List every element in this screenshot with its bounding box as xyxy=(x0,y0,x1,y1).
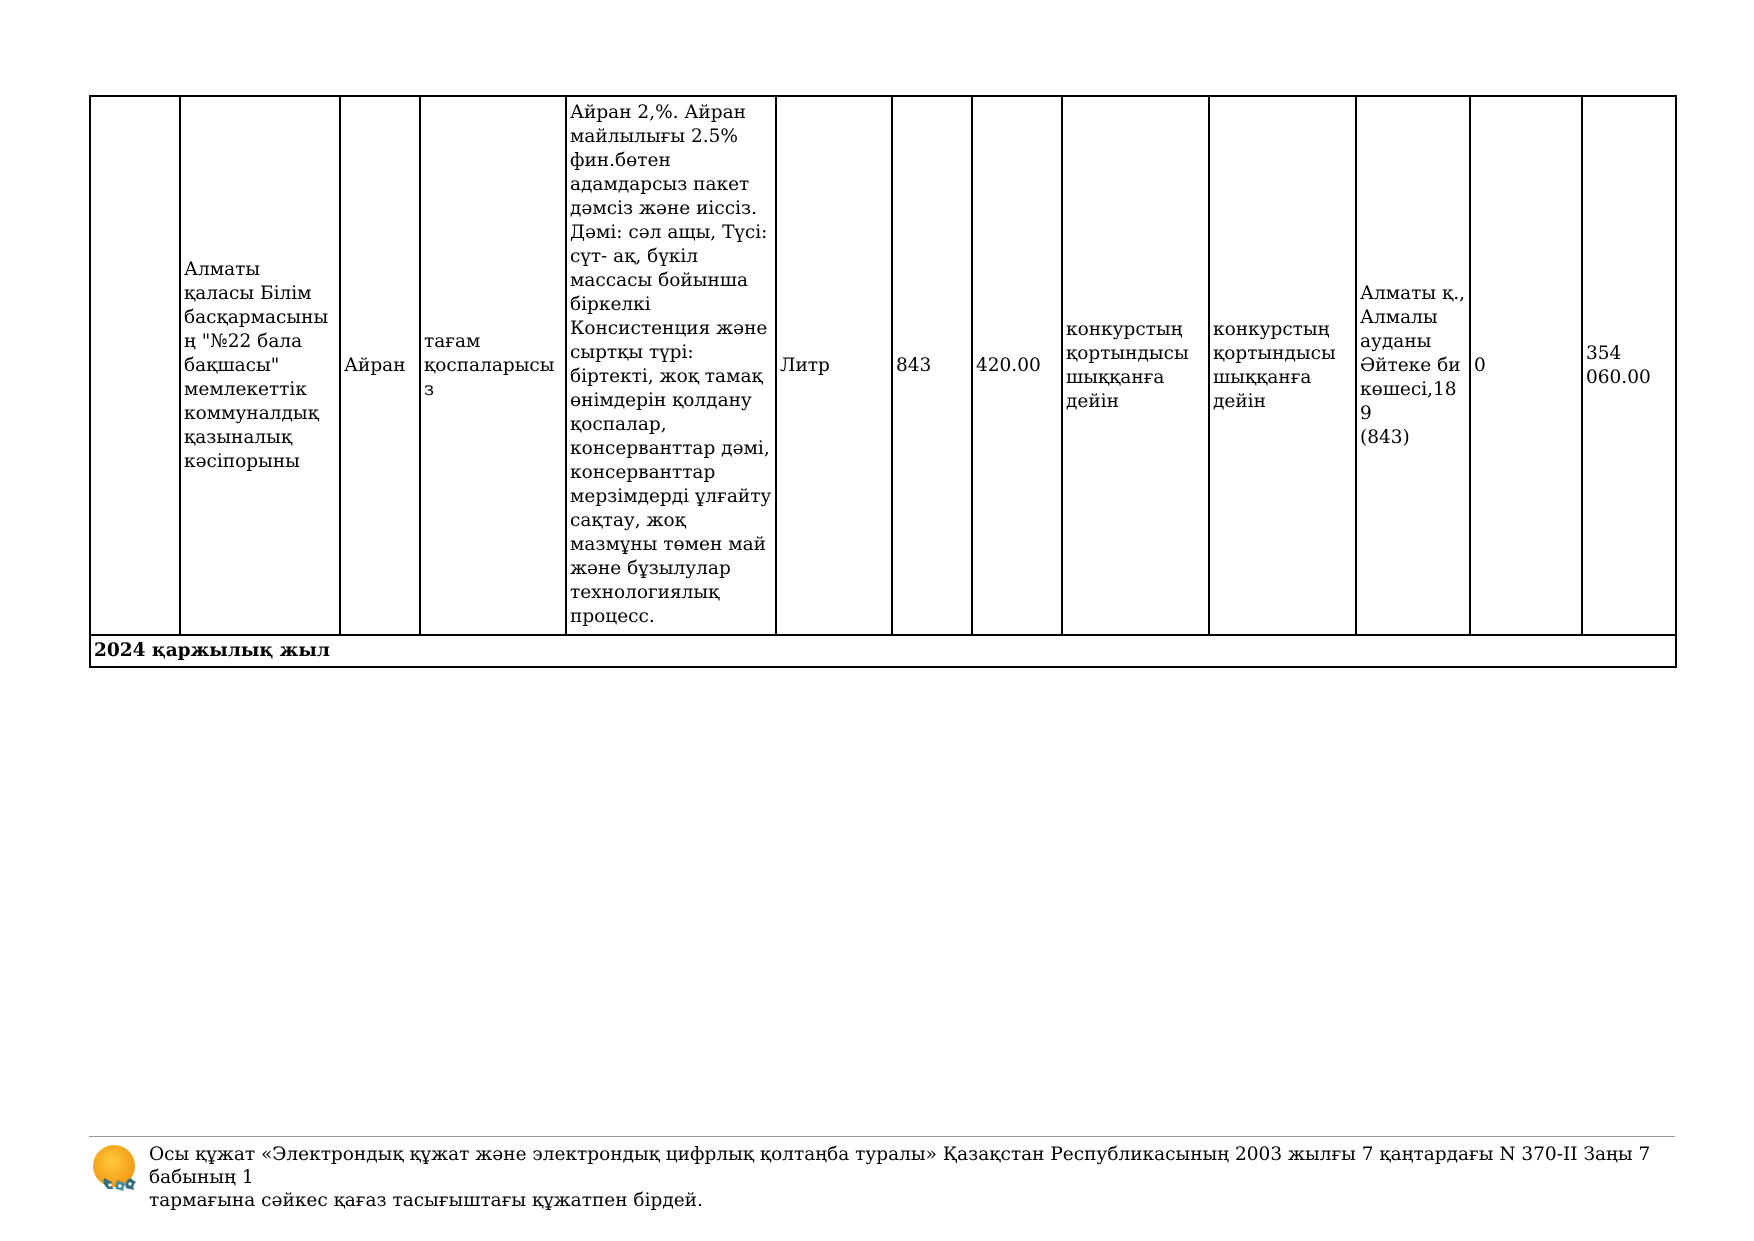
table-row xyxy=(90,96,1676,635)
year-row xyxy=(90,635,1676,667)
spec-line: Айран 2,%. Айран xyxy=(570,102,746,123)
customer-cell: Алматы қаласы Білім басқармасының "№22 бала бақшасы" мемлекеттік коммуналдық қазыналық кәсіпорыны xyxy=(180,96,340,635)
spec-line: массасы бойынша xyxy=(570,270,749,291)
spec-line: өнімдерін қолдану xyxy=(570,390,752,411)
spec-line: біртекті, жоқ тамақ xyxy=(570,366,763,387)
spec-line: мерзімдерді ұлғайту xyxy=(570,486,772,507)
spec-line: процесс. xyxy=(570,606,655,627)
spec-line: біркелкі xyxy=(570,294,651,315)
address-line: (843) xyxy=(1360,426,1410,448)
spec-line: дәмсіз және иіссіз. xyxy=(570,198,757,219)
category-cell: тағам қоспаларысыз xyxy=(420,96,566,635)
total-line: 354 xyxy=(1586,342,1622,364)
price-cell: 420.00 xyxy=(972,96,1062,635)
spec-line: сыртқы түрі: xyxy=(570,342,694,363)
total-line: 060.00 xyxy=(1586,366,1651,388)
footer-line: Осы құжат «Электрондық құжат және электрондық цифрлық қолтаңба туралы» Қазақстан Республикасының 2003 жылғы 7 қаңтардағы N 370-II Заңы 7 бабының 1 xyxy=(149,1144,1651,1188)
address-line: көшесі,189 xyxy=(1360,378,1457,424)
spec-line: консерванттар xyxy=(570,462,716,483)
product-cell: Айран xyxy=(340,96,420,635)
specification-cell xyxy=(566,96,776,635)
spec-line: консерванттар дәмі, xyxy=(570,438,770,459)
address-line: Әйтеке би xyxy=(1360,354,1461,376)
total-cell xyxy=(1582,96,1676,635)
advance-cell: 0 xyxy=(1470,96,1582,635)
spec-line: қоспалар, xyxy=(570,414,667,435)
spec-line: технологиялық xyxy=(570,582,720,603)
fiscal-year-label: 2024 қаржылық жыл xyxy=(90,635,1676,667)
procurement-table xyxy=(89,95,1677,668)
address-cell xyxy=(1356,96,1470,635)
unit-cell: Литр xyxy=(776,96,892,635)
address-line: ауданы xyxy=(1360,330,1432,352)
spec-line: фин.бөтен xyxy=(570,150,671,171)
spec-line: майлылығы 2.5% xyxy=(570,126,738,147)
spec-line: сүт- ақ, бүкіл xyxy=(570,246,699,267)
address-line: Алматы қ., xyxy=(1360,282,1465,304)
footer-line: тармағына сәйкес қағаз тасығыштағы құжатпен бірдей. xyxy=(149,1190,703,1211)
term-end-cell: конкурстың қортындысы шыққанға дейін xyxy=(1209,96,1356,635)
spec-line: Консистенция және xyxy=(570,318,768,339)
document-footer xyxy=(89,1136,1675,1211)
footer-legal-text xyxy=(149,1143,1669,1212)
spec-line: Дәмі: сәл ащы, Түсі: xyxy=(570,222,768,243)
term-start-cell: конкурстың қортындысы шыққанға дейін xyxy=(1062,96,1209,635)
address-line: Алмалы xyxy=(1360,306,1438,328)
spec-line: сақтау, жоқ xyxy=(570,510,686,531)
seal-logo-icon xyxy=(92,1142,140,1192)
spec-line: мазмұны төмен май xyxy=(570,534,766,555)
quantity-cell: 843 xyxy=(892,96,972,635)
spec-line: адамдарсыз пакет xyxy=(570,174,750,195)
row-number-cell xyxy=(90,96,180,635)
spec-line: және бұзылулар xyxy=(570,558,731,579)
